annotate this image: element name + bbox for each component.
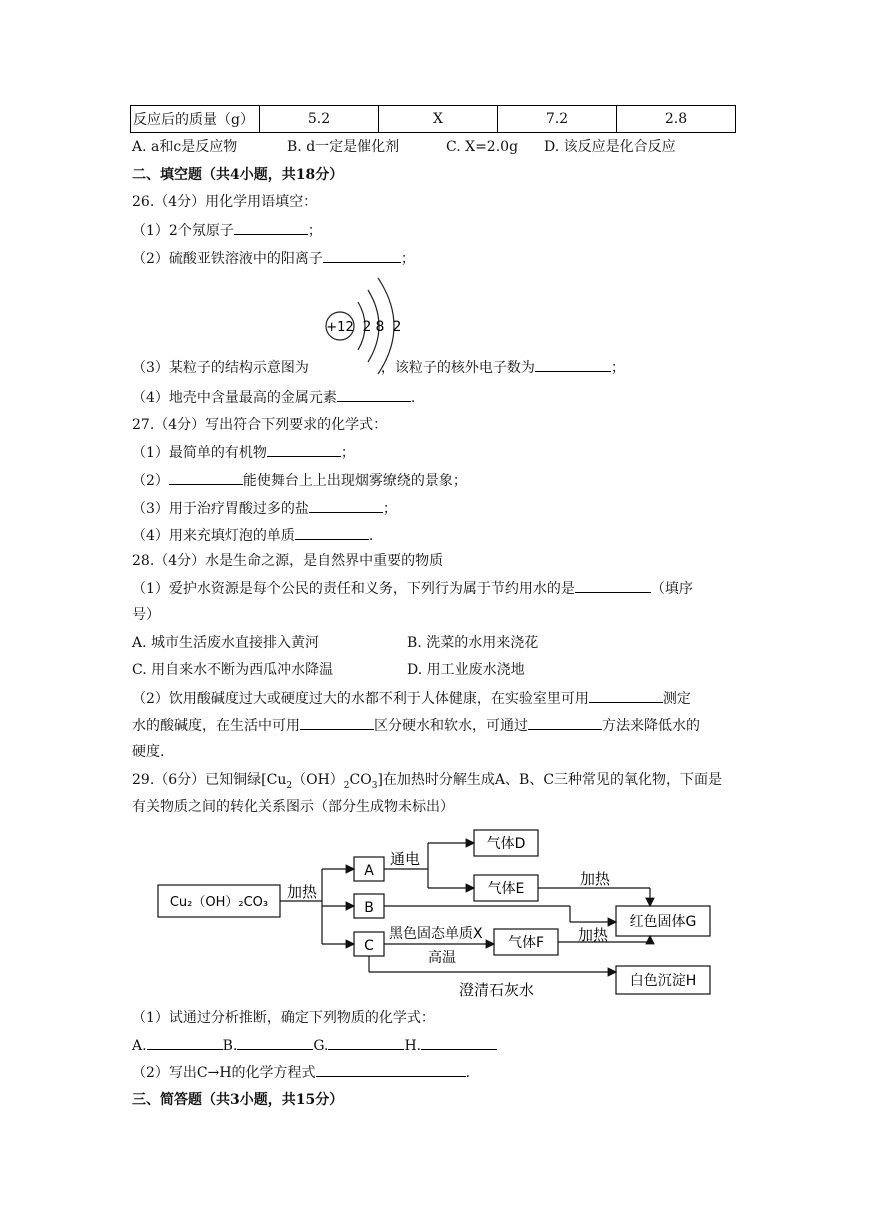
q29-part2-end: . [465,1065,471,1081]
shell-electrons-2: 8 [375,319,385,335]
nucleus-charge: +12 [326,320,354,335]
answer-blank[interactable] [328,1035,404,1050]
label-electrolysis: 通电 [390,850,421,868]
answer-blank[interactable] [234,220,308,235]
q29-part1-answers [132,1035,497,1056]
table-cell-b: X [379,106,498,133]
mass-table [130,105,736,133]
label-heat-1: 加热 [287,883,318,901]
q27-stem: 27.（4分）写出符合下列要求的化学式： [132,417,388,433]
answer-blank[interactable] [267,442,341,457]
label-a: A [364,863,374,879]
q28-part1-text: （1）爱护水资源是每个公民的责任和义务，下列行为属于节约用水的是 [132,581,575,597]
section-heading-3: 三、简答题（共3小题，共15分） [132,1092,344,1108]
q28-option-b: B. 洗菜的水用来浇花 [407,635,539,651]
answer-blank[interactable] [169,470,243,485]
q28-part2-line3: 硬度. [132,744,165,760]
q26-part2 [132,248,415,269]
q27-part4-text: （4）用来充填灯泡的单质 [132,528,295,544]
q29-stem-c: CO [349,772,372,788]
answer-blank[interactable] [316,1062,466,1077]
q27-part3 [132,498,397,519]
q26-part4-text: （4）地壳中含量最高的金属元素 [132,390,337,406]
label-gas-f: 气体F [507,935,545,951]
shell-electrons-3: 2 [392,319,402,335]
q26-part1 [132,220,322,241]
q28-stem: 28.（4分）水是生命之源，是自然界中重要的物质 [132,553,444,569]
answer-blank[interactable] [589,688,663,703]
table-row [131,106,736,133]
label-high-temp: 高温 [428,950,456,966]
answer-blank[interactable] [309,498,383,513]
q29-answer-g-label: G. [313,1038,329,1054]
q29-answer-a-label: A. [132,1038,147,1054]
q27-part4-end: . [368,528,374,544]
q27-part4 [132,525,373,546]
label-white-precipitate-h: 白色沉淀H [629,973,697,989]
row-label: 反应后的质量（g） [131,106,260,133]
label-black-solid-x: 黑色固态单质X [389,926,483,942]
label-start-compound: Cu₂（OH）₂CO₃ [169,895,269,910]
q25-option-a: A. a和c是反应物 [132,139,238,155]
label-gas-e: 气体E [487,881,525,897]
section-heading-2: 二、填空题（共4小题，共18分） [132,167,344,183]
answer-blank[interactable] [528,715,602,730]
q27-part3-text: （3）用于治疗胃酸过多的盐 [132,501,309,517]
answer-blank[interactable] [575,578,651,593]
q29-part2-text: （2）写出C→H的化学方程式 [132,1065,316,1081]
q29-stem-a: 29.（6分）已知铜绿[Cu [132,772,287,788]
q28-option-d: D. 用工业废水浇地 [407,662,525,678]
q29-stem-line2: 有关物质之间的转化关系图示（部分生成物未标出） [132,799,454,815]
q26-part3-mid: ，该粒子的核外电子数为 [380,360,535,376]
q26-stem: 26.（4分）用化学用语填空： [132,194,318,210]
q25-option-b: B. d一定是催化剂 [287,139,400,155]
q27-part1 [132,442,355,463]
answer-blank[interactable] [535,357,611,372]
subscript: 3 [371,780,378,791]
q25-option-d: D. 该反应是化合反应 [544,139,676,155]
q28-part2-text: （2）饮用酸碱度过大或硬度过大的水都不利于人体健康，在实验室里可用 [132,691,589,707]
q28-option-a: A. 城市生活废水直接排入黄河 [132,635,320,651]
answer-blank[interactable] [300,715,374,730]
label-red-solid-g: 红色固体G [629,914,697,930]
answer-blank[interactable] [337,387,411,402]
q28-part2-l2b: 区分硬水和软水，可通过 [374,718,528,734]
answer-blank[interactable] [237,1035,313,1050]
q28-part2-l2c: 方法来降低水的 [602,718,700,734]
q26-part2-text: （2）硫酸亚铁溶液中的阳离子 [132,251,323,267]
q26-part2-end: ； [400,251,415,267]
q26-part3-end: ； [610,360,625,376]
q27-part1-text: （1）最简单的有机物 [132,445,267,461]
q27-part2 [132,470,467,491]
answer-blank[interactable] [323,248,401,263]
q29-part1: （1）试通过分析推断，确定下列物质的化学式： [132,1010,435,1026]
label-b: B [364,900,374,916]
q26-part4-end: . [410,390,416,406]
q28-part1-end: （填序 [650,581,693,597]
q26-part3 [132,357,625,378]
q29-answer-h-label: H. [404,1038,422,1054]
q29-stem [132,770,722,796]
label-limewater: 澄清石灰水 [459,981,535,999]
table-cell-d: 2.8 [617,106,736,133]
q28-part1 [132,578,693,599]
conversion-flow-diagram [150,822,720,1002]
table-cell-c: 7.2 [498,106,617,133]
q29-stem-d: ]在加热时分解生成A、B、C三种常见的氧化物，下面是 [377,772,723,788]
q29-stem-b: （OH） [292,772,344,788]
shell-electrons-1: 2 [362,319,372,335]
q27-part3-end: ； [382,501,397,517]
q28-part2-l2a: 水的酸碱度，在生活中可用 [132,718,300,734]
table-cell-a: 5.2 [260,106,379,133]
answer-blank[interactable] [421,1035,497,1050]
subscript: 2 [343,780,350,791]
q28-part2 [132,688,691,709]
label-heat-2: 加热 [580,870,611,888]
q27-part2-end: 能使舞台上上出现烟雾缭绕的景象； [242,473,467,489]
q28-part1-cont: 号） [132,607,160,623]
q29-answer-b-label: B. [222,1038,238,1054]
q28-part2-end: 测定 [662,691,691,707]
q26-part1-end: ； [307,223,322,239]
q28-part2-line2 [132,715,700,736]
q28-option-c: C. 用自来水不断为西瓜冲水降温 [132,662,334,678]
q27-part2-text: （2） [132,473,169,489]
q26-part1-text: （1）2个氖原子 [132,223,234,239]
q26-part4 [132,387,415,408]
answer-blank[interactable] [295,525,369,540]
label-gas-d: 气体D [486,836,526,852]
label-heat-3: 加热 [578,926,609,944]
q27-part1-end: ； [340,445,355,461]
answer-blank[interactable] [147,1035,223,1050]
q25-option-c: C. X=2.0g [446,139,519,155]
subscript: 2 [286,780,293,791]
q29-part2 [132,1062,470,1083]
q26-part3-text: （3）某粒子的结构示意图为 [132,360,309,376]
label-c: C [364,938,374,954]
